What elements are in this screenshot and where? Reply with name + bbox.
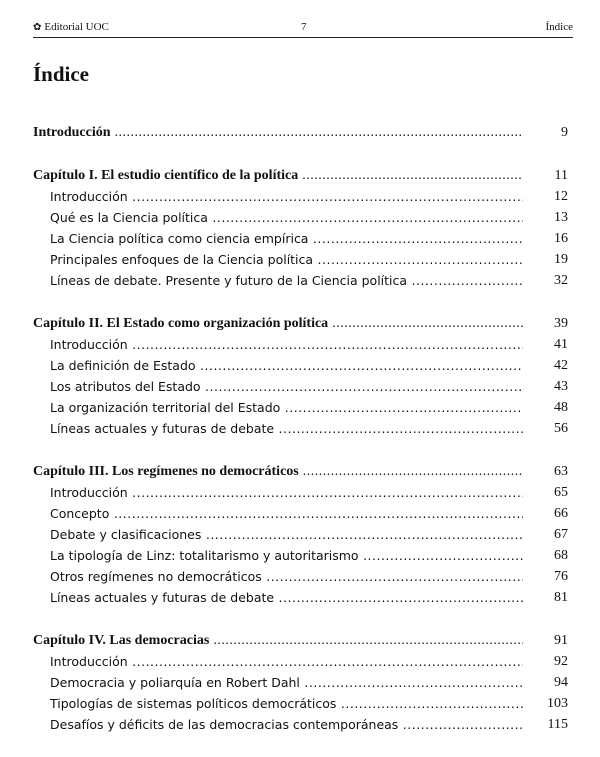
- toc-subentry[interactable]: [33, 503, 568, 524]
- toc-entry-page: 63: [554, 464, 568, 479]
- toc-subentry[interactable]: [33, 270, 568, 291]
- toc-entry-page: 13: [554, 210, 568, 225]
- toc-entry-page: 39: [554, 316, 568, 331]
- toc-entry-label: Introducción .....: [50, 482, 523, 503]
- header-rule: [33, 37, 573, 38]
- section-gap: [33, 439, 568, 461]
- toc-entry-label: Introducción .....: [50, 334, 523, 355]
- toc-entry-label: Líneas actuales y futuras de debate .....: [50, 587, 523, 608]
- toc-entry-page: 43: [554, 379, 568, 394]
- toc-chapter[interactable]: [33, 630, 568, 651]
- toc-subentry[interactable]: [33, 566, 568, 587]
- page-number: 7: [301, 21, 307, 33]
- running-header: [33, 21, 573, 37]
- toc-chapter[interactable]: [33, 313, 568, 334]
- toc-entry-label: Qué es la Ciencia política .....: [50, 207, 523, 228]
- toc-entry-label: Democracia y poliarquía en Robert Dahl .....: [50, 672, 523, 693]
- toc-entry-page: 76: [554, 569, 568, 584]
- toc-subentry[interactable]: [33, 334, 568, 355]
- toc-subentry[interactable]: [33, 376, 568, 397]
- toc-entry-page: 67: [554, 527, 568, 542]
- toc-subentry[interactable]: [33, 587, 568, 608]
- toc-entry-label: Concepto .....: [50, 503, 523, 524]
- toc-entry-page: 94: [554, 675, 568, 690]
- toc-entry-label: Capítulo III. Los regímenes no democráticos .....: [33, 461, 523, 482]
- toc-subentry[interactable]: [33, 397, 568, 418]
- publisher-name: Editorial UOC: [44, 21, 109, 33]
- table-of-contents: [33, 122, 568, 735]
- page-title: Índice: [33, 62, 90, 86]
- section-gap: [33, 608, 568, 630]
- toc-subentry[interactable]: [33, 672, 568, 693]
- toc-entry-label: Desafíos y déficits de las democracias contemporáneas .....: [50, 714, 523, 735]
- toc-entry-page: 42: [554, 358, 568, 373]
- toc-subentry[interactable]: [33, 651, 568, 672]
- toc-entry-label: Tipologías de sistemas políticos democráticos .....: [50, 693, 523, 714]
- toc-entry-page: 32: [554, 273, 568, 288]
- toc-entry-label: Debate y clasificaciones .....: [50, 524, 523, 545]
- toc-chapter[interactable]: [33, 122, 568, 143]
- toc-entry-label: Líneas de debate. Presente y futuro de la Ciencia política .....: [50, 270, 523, 291]
- toc-subentry[interactable]: [33, 714, 568, 735]
- toc-entry-page: 41: [554, 337, 568, 352]
- toc-entry-page: 19: [554, 252, 568, 267]
- toc-entry-page: 103: [547, 696, 568, 711]
- toc-entry-label: La organización territorial del Estado .....: [50, 397, 523, 418]
- toc-subentry[interactable]: [33, 482, 568, 503]
- toc-entry-label: La definición de Estado .....: [50, 355, 523, 376]
- toc-entry-label: Otros regímenes no democráticos .....: [50, 566, 523, 587]
- toc-entry-page: 56: [554, 421, 568, 436]
- toc-subentry[interactable]: [33, 186, 568, 207]
- toc-entry-page: 12: [554, 189, 568, 204]
- section-gap: [33, 291, 568, 313]
- toc-entry-page: 68: [554, 548, 568, 563]
- toc-entry-label: Los atributos del Estado .....: [50, 376, 523, 397]
- toc-subentry[interactable]: [33, 418, 568, 439]
- toc-entry-page: 48: [554, 400, 568, 415]
- toc-entry-label: Principales enfoques de la Ciencia política .....: [50, 249, 523, 270]
- toc-entry-label: Introducción .....: [50, 186, 523, 207]
- toc-subentry[interactable]: [33, 545, 568, 566]
- toc-subentry[interactable]: [33, 249, 568, 270]
- toc-entry-page: 66: [554, 506, 568, 521]
- toc-entry-page: 11: [554, 168, 568, 183]
- toc-entry-page: 9: [561, 125, 568, 140]
- toc-entry-label: Capítulo I. El estudio científico de la política .....: [33, 165, 523, 186]
- publisher: [33, 21, 109, 33]
- toc-entry-label: La Ciencia política como ciencia empírica .....: [50, 228, 523, 249]
- toc-subentry[interactable]: [33, 524, 568, 545]
- toc-chapter[interactable]: [33, 461, 568, 482]
- toc-entry-label: Líneas actuales y futuras de debate .....: [50, 418, 523, 439]
- toc-entry-label: La tipología de Linz: totalitarismo y autoritarismo .....: [50, 545, 523, 566]
- toc-entry-page: 91: [554, 633, 568, 648]
- section-name: Índice: [545, 21, 573, 33]
- toc-subentry[interactable]: [33, 693, 568, 714]
- toc-entry-label: Capítulo II. El Estado como organización política .....: [33, 313, 523, 334]
- section-gap: [33, 143, 568, 165]
- toc-entry-page: 81: [554, 590, 568, 605]
- toc-entry-page: 115: [547, 717, 568, 732]
- toc-entry-page: 16: [554, 231, 568, 246]
- toc-subentry[interactable]: [33, 207, 568, 228]
- publisher-logo-icon: ✿: [33, 22, 42, 33]
- toc-entry-label: Capítulo IV. Las democracias .....: [33, 630, 523, 651]
- toc-entry-label: Introducción .....: [33, 122, 523, 143]
- toc-entry-page: 65: [554, 485, 568, 500]
- toc-entry-page: 92: [554, 654, 568, 669]
- toc-entry-label: Introducción .....: [50, 651, 523, 672]
- toc-chapter[interactable]: [33, 165, 568, 186]
- toc-subentry[interactable]: [33, 228, 568, 249]
- toc-subentry[interactable]: [33, 355, 568, 376]
